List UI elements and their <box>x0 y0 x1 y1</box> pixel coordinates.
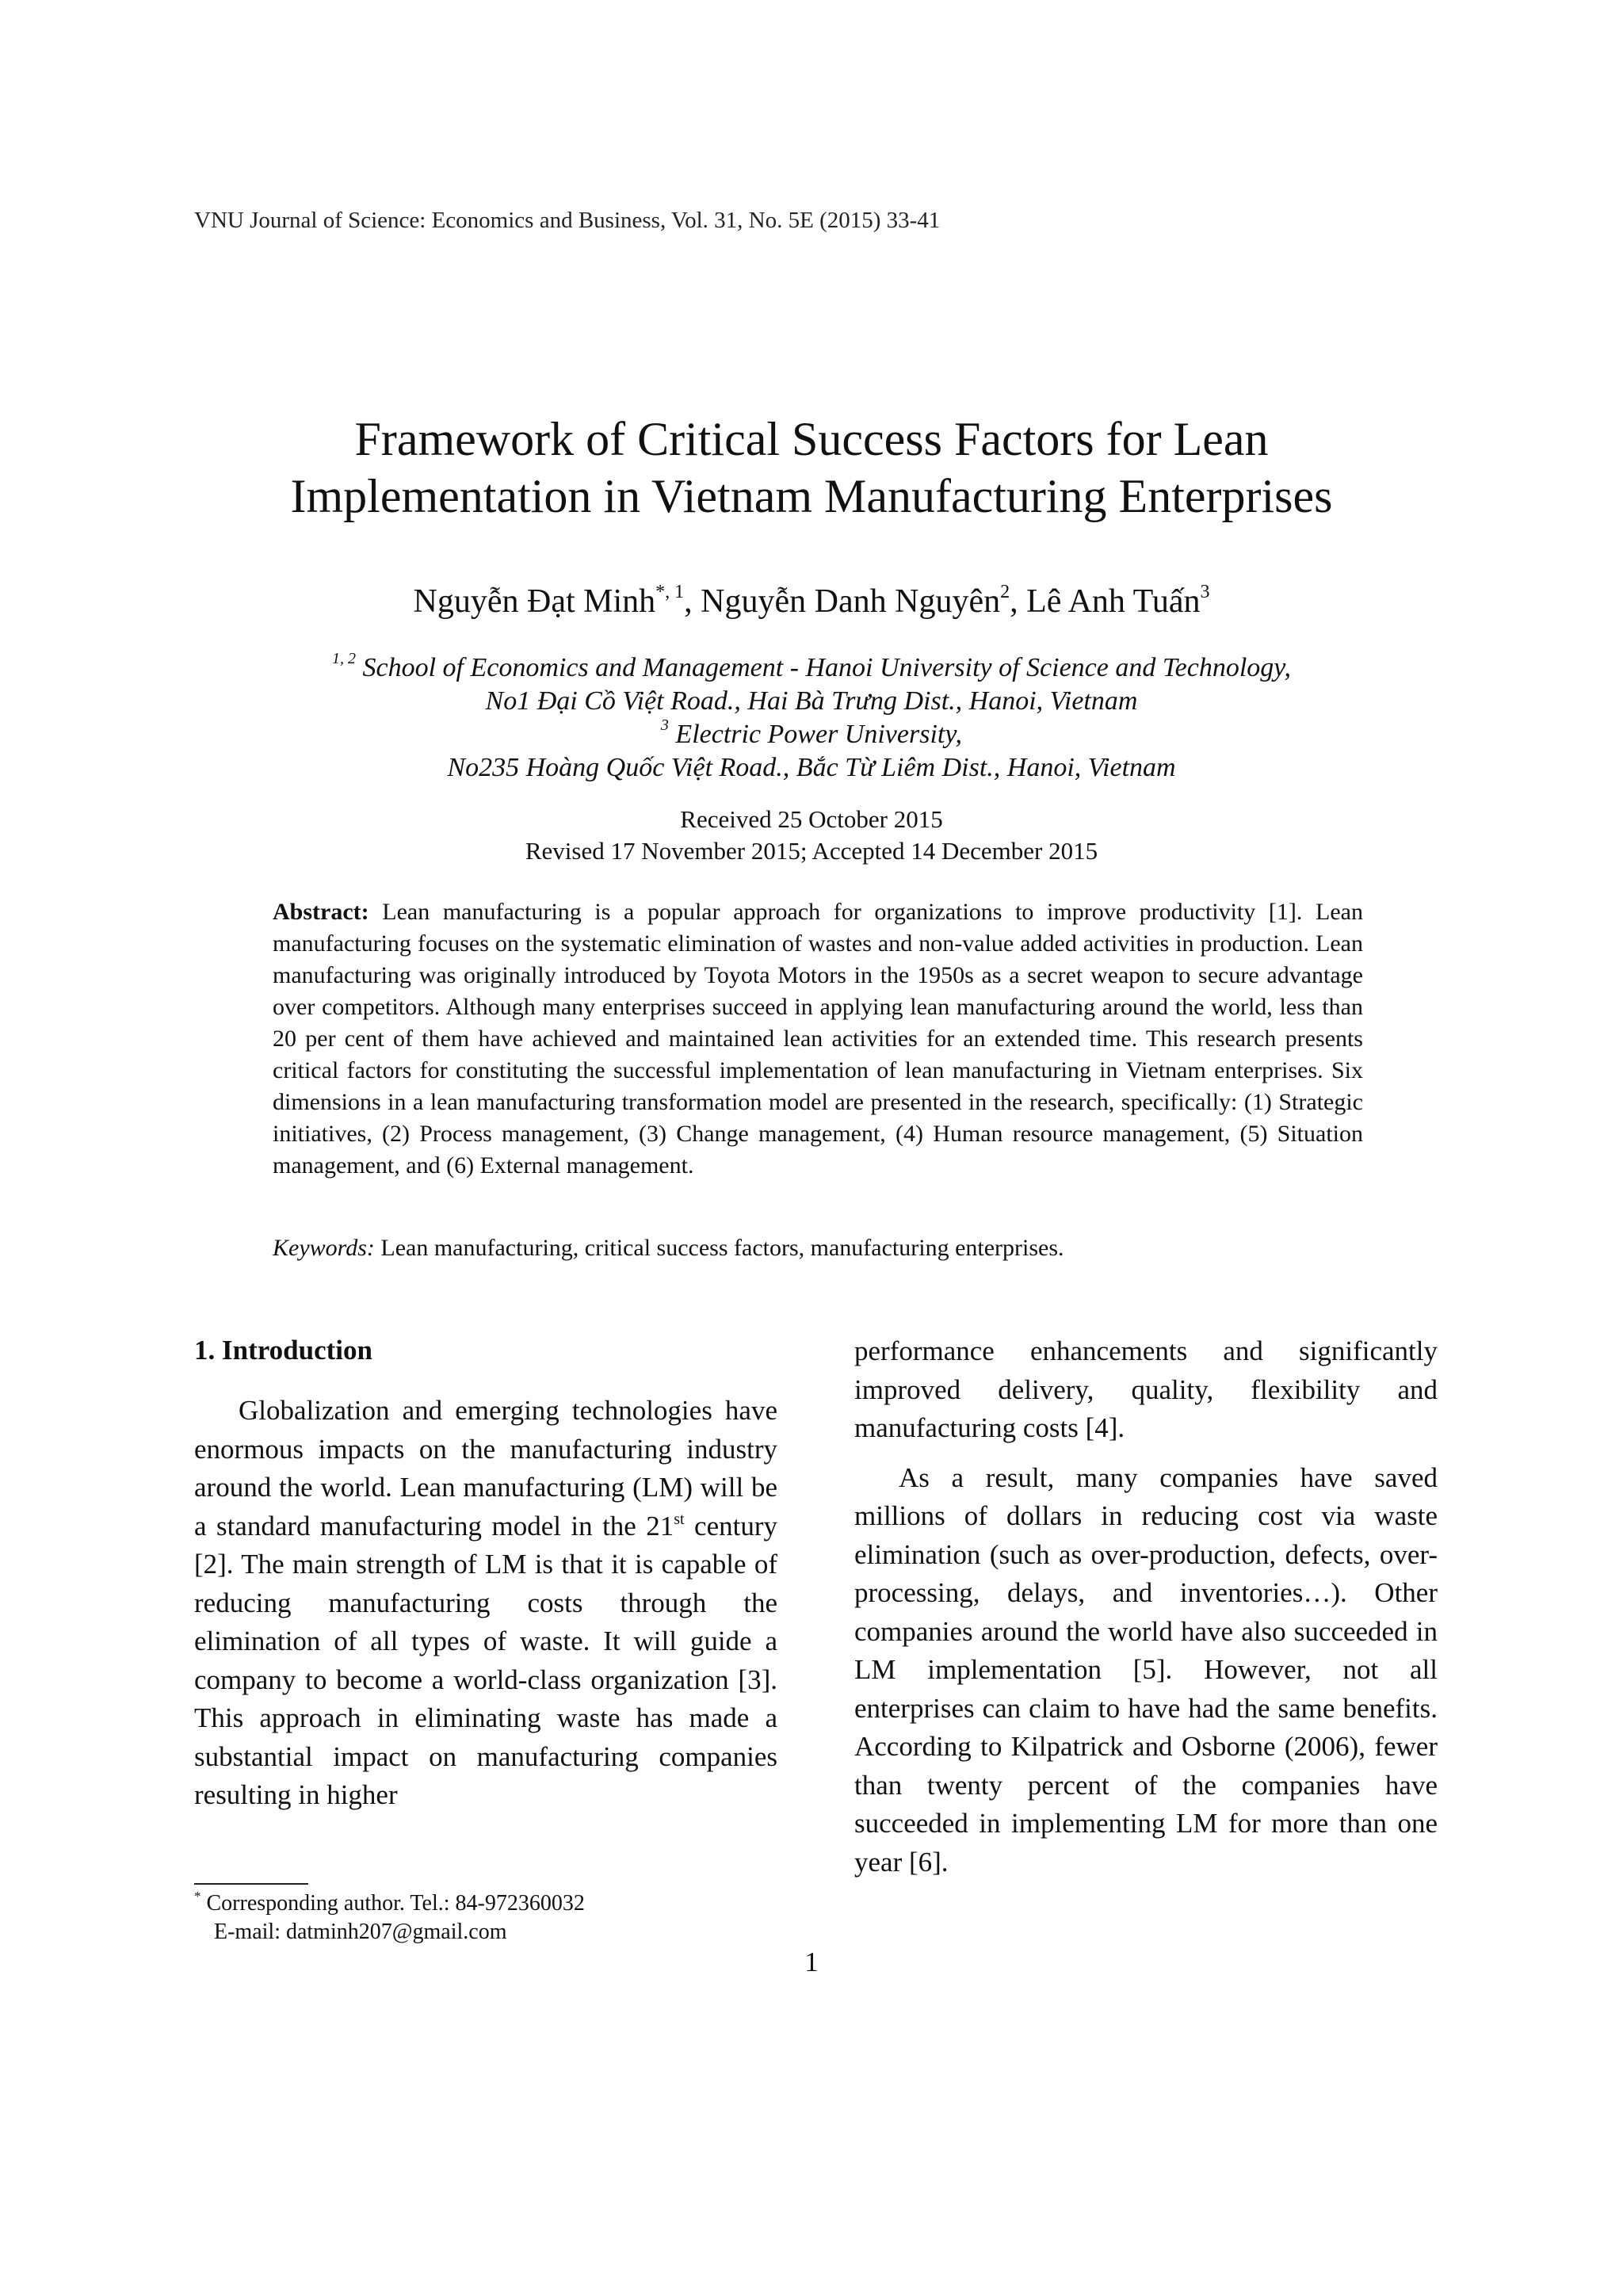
intro-paragraph-1 <box>194 1392 777 1815</box>
author-affiliation-marker: *, 1 <box>655 582 685 602</box>
ordinal-suffix: st <box>674 1510 685 1528</box>
footnote-text: Corresponding author. Tel.: 84-972360032 <box>200 1891 585 1916</box>
affiliation-text: Electric Power University, <box>675 720 963 749</box>
affiliation-line <box>0 651 1623 685</box>
page-number: 1 <box>804 1946 819 1977</box>
affiliation-text: School of Economics and Management - Hanoi University of Science and Technology, <box>362 653 1291 682</box>
received-date: Received 25 October 2015 <box>680 805 943 833</box>
keywords-label: Keywords: <box>273 1235 375 1261</box>
affiliations <box>0 651 1623 785</box>
author-list <box>0 581 1623 622</box>
affiliation-marker: 1, 2 <box>331 650 356 667</box>
paragraph-text: Globalization and emerging technologies have enormous impacts on the manufacturing industry around the world. Lean manufacturing (LM) will be a standard manufacturing model in the 21 <box>194 1395 777 1541</box>
keywords-text: Lean manufacturing, critical success factors, manufacturing enterprises. <box>374 1235 1064 1261</box>
author-affiliation-marker: 3 <box>1200 582 1210 602</box>
author-affiliation-marker: 2 <box>1000 582 1010 602</box>
section-heading: 1. Introduction <box>194 1335 372 1366</box>
paragraph-text: century [2]. The main strength of LM is that it is capable of reducing manufacturing costs through the elimination of all types of waste. It will guide a company to become a world-class organization [3]. This approach in eliminating waste has made a substantial impact on manufacturing companies resulting in higher <box>194 1510 777 1810</box>
footnote-email: E-mail: datminh207@gmail.com <box>214 1920 507 1944</box>
affiliation-line: No1 Đại Cồ Việt Road., Hai Bà Trưng Dist., Hanoi, Vietnam <box>485 686 1138 716</box>
left-column <box>194 1331 777 1815</box>
author-name: Nguyễn Danh Nguyên <box>701 583 1001 620</box>
intro-paragraph-2: As a result, many companies have saved millions of dollars in reducing cost via waste elimination (such as over-production, defects, over-processing, delays, and inventories…). Other companies around the world have also succeeded in LM implementation [5]. However, not all enterprises can claim to have had the same benefits. According to Kilpatrick and Osborne (2006), fewer than twenty percent of the companies have succeeded in implementing LM for more than one year [6]. <box>854 1461 1438 1878</box>
footnote <box>194 1889 585 1946</box>
footnote-marker: * <box>194 1889 201 1904</box>
abstract-label: Abstract: <box>273 899 369 925</box>
author-name: Nguyễn Đạt Minh <box>413 583 656 620</box>
intro-paragraph-1-continued: performance enhancements and significantly improved delivery, quality, flexibility and manufacturing costs [4]. <box>854 1335 1438 1443</box>
footnote-line <box>194 1889 585 1918</box>
title-line-1: Framework of Critical Success Factors for Lean <box>354 413 1269 465</box>
keywords <box>273 1232 1363 1264</box>
author-separator: , <box>1010 583 1027 620</box>
footnote-divider <box>194 1883 308 1885</box>
submission-dates <box>0 804 1623 867</box>
affiliation-marker: 3 <box>660 716 669 734</box>
abstract <box>273 896 1363 1182</box>
affiliation-line <box>0 718 1623 751</box>
paper-title <box>0 411 1623 525</box>
affiliation-line: No235 Hoàng Quốc Việt Road., Bắc Từ Liêm Dist., Hanoi, Vietnam <box>447 753 1176 782</box>
journal-header: VNU Journal of Science: Economics and Business, Vol. 31, No. 5E (2015) 33-41 <box>194 208 941 233</box>
right-column <box>854 1332 1438 1881</box>
abstract-text: Lean manufacturing is a popular approach for organizations to improve productivity [1]. Lean manufacturing focuses on the systematic elimination of wastes and non-value added activities in production. Lean manufacturing was originally introduced by Toyota Motors in the 1950s as a secret weapon to secure advantage over competitors. Although many enterprises succeed in applying lean manufacturing around the world, less than 20 per cent of them have achieved and maintained lean activities for an extended time. This research presents critical factors for constituting the successful implementation of lean manufacturing in Vietnam enterprises. Six dimensions in a lean manufacturing transformation model are presented in the research, specifically: (1) Strategic initiatives, (2) Process management, (3) Change management, (4) Human resource management, (5) Situation management, and (6) External management. <box>273 899 1363 1179</box>
revised-accepted-dates: Revised 17 November 2015; Accepted 14 December 2015 <box>525 837 1098 865</box>
title-line-2: Implementation in Vietnam Manufacturing Enterprises <box>290 470 1333 522</box>
author-name: Lê Anh Tuấn <box>1026 583 1201 620</box>
author-separator: , <box>684 583 701 620</box>
